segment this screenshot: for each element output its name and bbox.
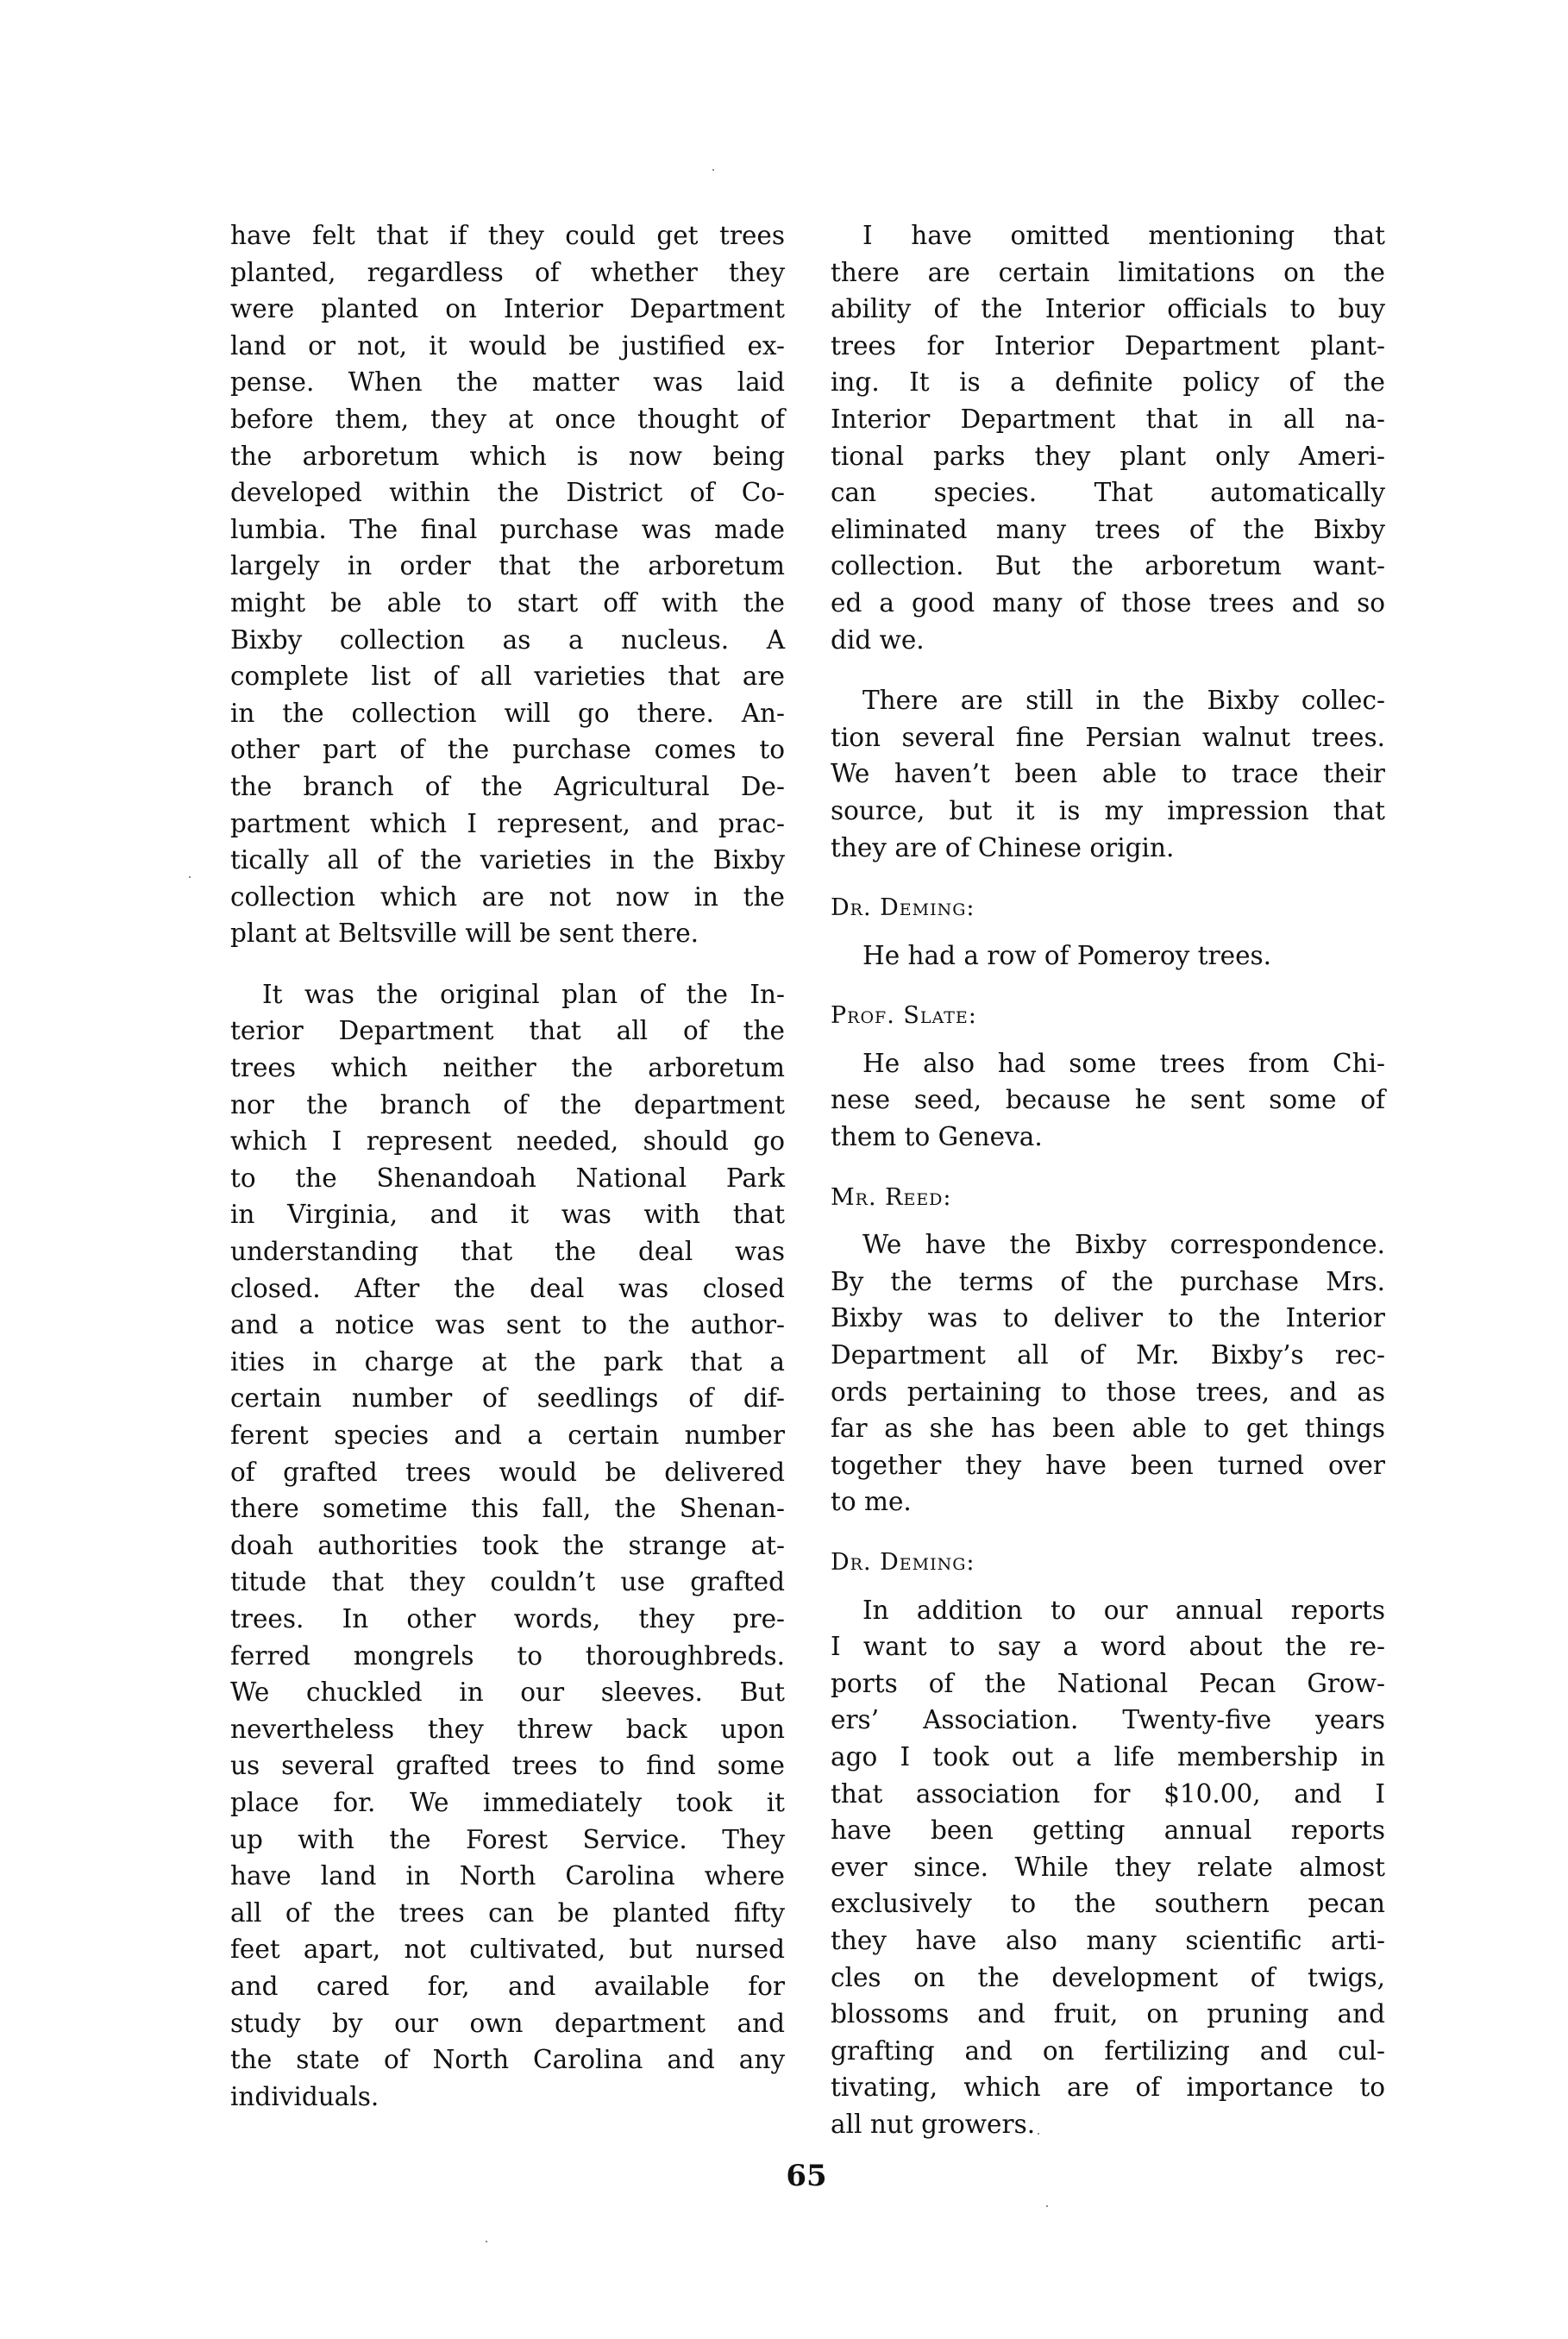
- text-line: ports of the National Pecan Grow-: [831, 1668, 1385, 1698]
- text-line: far as she has been able to get things: [831, 1414, 1385, 1444]
- paragraph-spacer: [831, 927, 1385, 937]
- text-line: trees. In other words, they pre-: [230, 1603, 785, 1634]
- scan-speck: [486, 2241, 487, 2242]
- text-line: nese seed, because he sent some of: [831, 1085, 1385, 1115]
- left-column: [230, 217, 785, 2115]
- text-line: ing. It is a definite policy of the: [831, 367, 1385, 398]
- text-line: all of the trees can be planted fifty: [230, 1897, 785, 1928]
- text-line: collection. But the arboretum want-: [831, 551, 1385, 581]
- text-line: understanding that the deal was: [230, 1237, 785, 1267]
- text-line: can species. That automatically: [831, 478, 1385, 508]
- text-line: in Virginia, and it was with that: [230, 1200, 785, 1230]
- text-line: up with the Forest Service. They: [230, 1824, 785, 1854]
- text-line: ability of the Interior officials to buy: [831, 294, 1385, 324]
- text-line: tivating, which are of importance to: [831, 2072, 1385, 2103]
- text-line: There are still in the Bixby collec-: [862, 686, 1385, 716]
- text-line: ago I took out a life membership in: [831, 1741, 1385, 1771]
- text-line: nevertheless they threw back upon: [230, 1714, 785, 1744]
- scan-speck: [189, 876, 191, 878]
- text-line: individuals.: [230, 2081, 379, 2111]
- text-line: ferent species and a certain number: [230, 1420, 785, 1450]
- text-line: collection which are not now in the: [230, 881, 785, 912]
- text-line: developed within the District of Co-: [230, 478, 785, 508]
- paragraph: [831, 1592, 1385, 2143]
- text-line: plant at Beltsville will be sent there.: [230, 919, 699, 949]
- text-line: partment which I represent, and prac-: [230, 808, 785, 838]
- text-line: We chuckled in our sleeves. But: [230, 1677, 785, 1708]
- text-line: ferred mongrels to thoroughbreds.: [230, 1640, 785, 1671]
- text-line: nor the branch of the department: [230, 1089, 785, 1119]
- paragraph-spacer: [831, 658, 1385, 682]
- text-line: to me.: [831, 1487, 912, 1517]
- text-line: largely in order that the arboretum: [230, 551, 785, 581]
- paragraph-spacer: [831, 1521, 1385, 1545]
- text-line: in the collection will go there. An-: [230, 698, 785, 728]
- text-line: tional parks they plant only Ameri-: [831, 441, 1385, 471]
- text-line: to the Shenandoah National Park: [230, 1163, 785, 1193]
- text-line: Bixby collection as a nucleus. A: [230, 624, 785, 655]
- text-line: have land in North Carolina where: [230, 1861, 785, 1891]
- text-line: land or not, it would be justified ex-: [230, 330, 785, 361]
- paragraph: [831, 1045, 1385, 1156]
- text-line: Bixby was to deliver to the Interior: [831, 1303, 1385, 1333]
- text-line: that association for $10.00, and I: [831, 1778, 1385, 1809]
- text-line: ers’ Association. Twenty-five years: [831, 1705, 1385, 1735]
- paragraph: [831, 217, 1385, 658]
- text-line: Department all of Mr. Bixby’s rec-: [831, 1340, 1385, 1370]
- text-line: source, but it is my impression that: [831, 795, 1385, 825]
- text-line: In addition to our annual reports: [862, 1595, 1385, 1625]
- scan-speck: [1046, 2205, 1048, 2207]
- scan-speck: [712, 169, 714, 171]
- text-line: ed a good many of those trees and so: [831, 587, 1385, 618]
- text-line: the state of North Carolina and any: [230, 2045, 785, 2075]
- text-line: doah authorities took the strange at-: [230, 1530, 785, 1560]
- text-line: planted, regardless of whether they: [230, 257, 785, 287]
- text-line: ords pertaining to those trees, and as: [831, 1376, 1385, 1407]
- paragraph: [831, 1226, 1385, 1521]
- text-line: them to Geneva.: [831, 1122, 1043, 1152]
- text-line: tion several fine Persian walnut trees.: [831, 722, 1385, 752]
- text-line: might be able to start off with the: [230, 587, 785, 618]
- paragraph: [230, 976, 785, 2115]
- text-line: tically all of the varieties in the Bixby: [230, 845, 785, 875]
- text-line: He also had some trees from Chi-: [862, 1048, 1385, 1078]
- speaker-label: Dr. Deming:: [831, 894, 975, 922]
- text-line: have been getting annual reports: [831, 1815, 1385, 1846]
- text-line: us several grafted trees to find some: [230, 1751, 785, 1781]
- text-line: the branch of the Agricultural De-: [230, 771, 785, 801]
- text-line: feet apart, not cultivated, but nursed: [230, 1935, 785, 1965]
- paragraph: [831, 937, 1385, 975]
- text-line: there sometime this fall, the Shenan-: [230, 1494, 785, 1524]
- scan-speck: [1038, 2133, 1039, 2135]
- text-line: We have the Bixby correspondence.: [862, 1230, 1385, 1260]
- paragraph-spacer: [831, 1216, 1385, 1226]
- text-line: terior Department that all of the: [230, 1016, 785, 1046]
- text-line: trees which neither the arboretum: [230, 1053, 785, 1083]
- text-line: By the terms of the purchase Mrs.: [831, 1266, 1385, 1296]
- paragraph-spacer: [831, 974, 1385, 998]
- text-line: were planted on Interior Department: [230, 294, 785, 324]
- paragraph-spacer: [230, 952, 785, 976]
- text-line: all nut growers.: [831, 2109, 1036, 2139]
- text-line: the arboretum which is now being: [230, 441, 785, 471]
- paragraph-spacer: [831, 1156, 1385, 1180]
- text-line: and cared for, and available for: [230, 1971, 785, 2001]
- speaker-label: Dr. Deming:: [831, 1549, 975, 1576]
- text-line: there are certain limitations on the: [831, 257, 1385, 287]
- page-number: 65: [786, 2159, 827, 2193]
- text-line: of grafted trees would be delivered: [230, 1457, 785, 1487]
- text-line: titude that they couldn’t use grafted: [230, 1567, 785, 1597]
- text-line: I have omitted mentioning that: [862, 221, 1385, 250]
- text-line: He had a row of Pomeroy trees.: [862, 940, 1272, 970]
- text-line: they have also many scientific arti-: [831, 1925, 1385, 1955]
- right-column: [831, 217, 1385, 2143]
- text-line: exclusively to the southern pecan: [831, 1889, 1385, 1919]
- text-line: certain number of seedlings of dif-: [230, 1383, 785, 1414]
- speaker-label: Prof. Slate:: [831, 1002, 977, 1030]
- text-line: eliminated many trees of the Bixby: [831, 514, 1385, 544]
- text-line: have felt that if they could get trees: [230, 221, 785, 250]
- speaker-label: Mr. Reed:: [831, 1183, 952, 1211]
- text-line: did we.: [831, 624, 925, 655]
- text-line: cles on the development of twigs,: [831, 1962, 1385, 1992]
- text-line: study by our own department and: [230, 2008, 785, 2038]
- paragraph-spacer: [831, 1035, 1385, 1045]
- text-line: blossoms and fruit, on pruning and: [831, 1999, 1385, 2029]
- text-line: and a notice was sent to the author-: [230, 1310, 785, 1340]
- paragraph: [230, 217, 785, 952]
- text-line: other part of the purchase comes to: [230, 735, 785, 765]
- text-line: We haven’t been able to trace their: [831, 759, 1385, 789]
- text-line: pense. When the matter was laid: [230, 367, 785, 398]
- text-line: Interior Department that in all na-: [831, 404, 1385, 434]
- text-line: complete list of all varieties that are: [230, 662, 785, 692]
- text-line: ities in charge at the park that a: [230, 1346, 785, 1376]
- text-line: lumbia. The final purchase was made: [230, 514, 785, 544]
- text-line: place for. We immediately took it: [230, 1787, 785, 1817]
- paragraph: [831, 682, 1385, 866]
- text-line: It was the original plan of the In-: [262, 979, 785, 1009]
- text-line: together they have been turned over: [831, 1450, 1385, 1480]
- paragraph-spacer: [831, 1582, 1385, 1592]
- text-line: closed. After the deal was closed: [230, 1273, 785, 1303]
- text-line: ever since. While they relate almost: [831, 1852, 1385, 1882]
- text-line: grafting and on fertilizing and cul-: [831, 2035, 1385, 2066]
- text-line: which I represent needed, should go: [230, 1126, 785, 1157]
- text-line: trees for Interior Department plant-: [831, 330, 1385, 361]
- text-line: I want to say a word about the re-: [831, 1632, 1385, 1662]
- paragraph-spacer: [831, 866, 1385, 890]
- text-line: they are of Chinese origin.: [831, 832, 1175, 862]
- text-line: before them, they at once thought of: [230, 404, 785, 434]
